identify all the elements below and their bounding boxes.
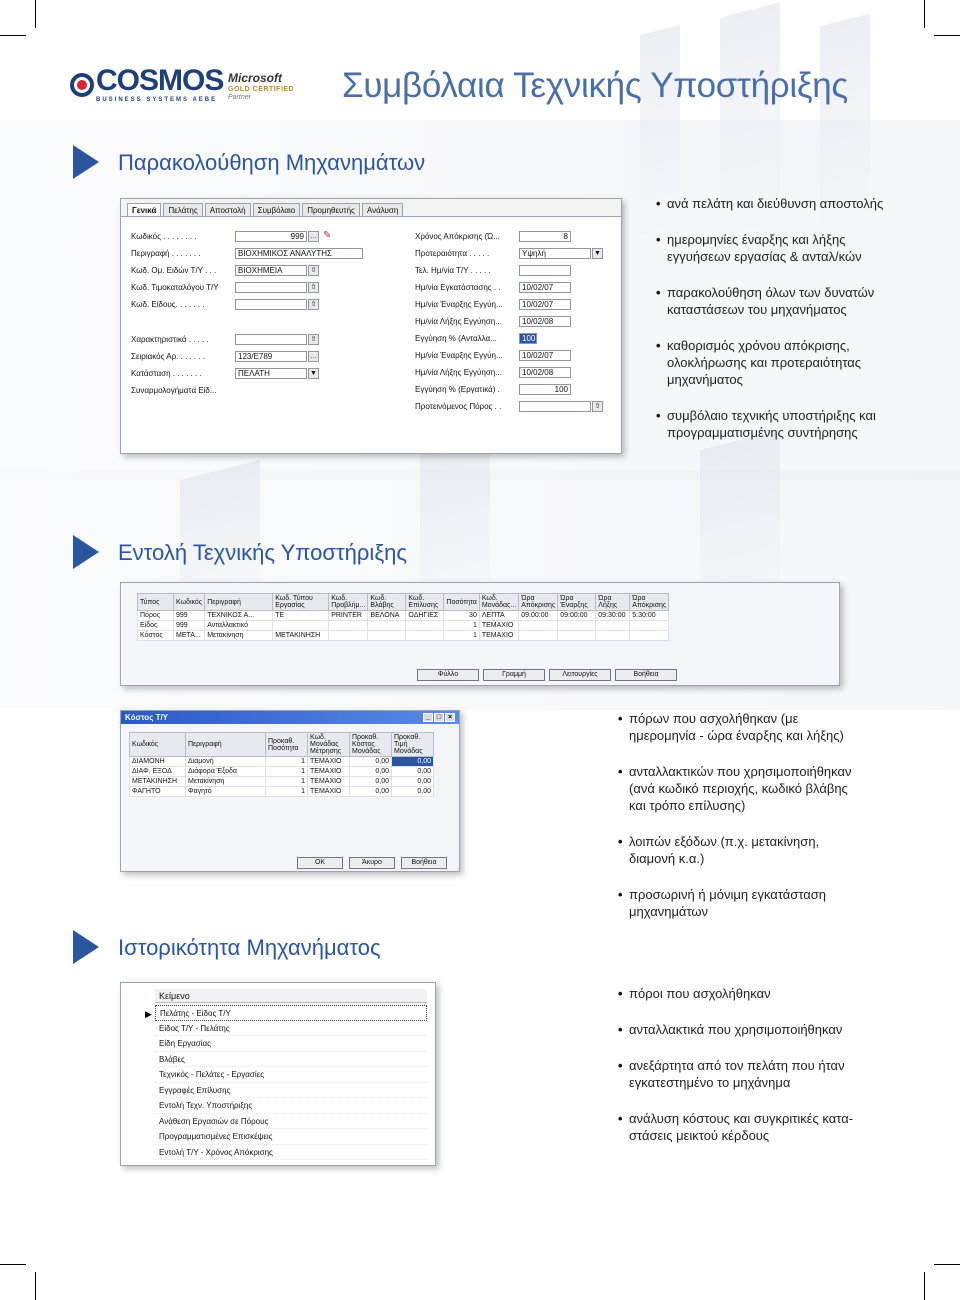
cost-window	[120, 710, 460, 872]
table-cell	[406, 631, 444, 641]
cosmos-logo-text: COSMOS	[96, 64, 224, 97]
table-cell	[558, 631, 596, 641]
response-time-field[interactable]: 8	[519, 231, 571, 242]
field-label: Ημ/νία Εγκατάστασης . .	[415, 282, 501, 292]
form-row-priority	[415, 247, 603, 259]
cost-window-title: Κόστος Τ/Υ	[125, 713, 169, 722]
section2-bullets	[618, 710, 868, 920]
table-cell: ΤΕΜΑΧΙΟ	[308, 787, 350, 797]
table-cell: ΤΕΜΑΧΙΟ	[308, 757, 350, 767]
tab-customer[interactable]: Πελάτης	[163, 203, 202, 216]
bullet-item: • συμβόλαιο τεχνικής υποστήριξης και προγραμματισμένης συντήρησης	[656, 407, 886, 441]
bullet-item: • λοιπών εξόδων (π.χ. μετακίνηση, διαμονή κ.α.)	[618, 833, 868, 867]
table-cell: ΒΕΛΟΝΑ	[368, 611, 406, 621]
tab-vendor[interactable]: Προμηθευτής	[302, 203, 360, 216]
minimize-icon[interactable]: _	[423, 713, 433, 722]
help-button[interactable]: Βοήθεια	[615, 669, 677, 681]
column-header[interactable]: Κωδ. Μονάδας...	[479, 594, 518, 611]
form-tabs	[121, 199, 621, 217]
table-cell: 0,00	[350, 777, 392, 787]
field-label: Προτεινόμενος Πόρος . .	[415, 401, 502, 411]
form-row-last-service-date	[415, 264, 571, 276]
table-cell: 09:00:00	[558, 611, 596, 621]
table-cell: ΔΙΑΦ. ΕΞΟΔ	[130, 767, 186, 777]
form-row-serial	[131, 350, 319, 362]
field-label: Περιγραφή . . . . . . .	[131, 248, 201, 258]
table-cell: 1	[266, 757, 308, 767]
window-controls	[423, 713, 455, 722]
table-cell: 0,00	[392, 777, 434, 787]
install-date-field[interactable]: 10/02/07	[519, 282, 571, 293]
table-cell: 0,00	[350, 757, 392, 767]
column-header[interactable]: Κωδ. Προβλήμ...	[329, 594, 368, 611]
column-header[interactable]: Ώρα Απόκρισης	[519, 594, 558, 611]
list-header	[155, 989, 427, 1003]
tab-analysis[interactable]: Ανάλυση	[362, 203, 403, 216]
table-cell: 0,00	[392, 767, 434, 777]
table-row[interactable]	[138, 631, 669, 641]
table-cell: 0,00	[392, 787, 434, 797]
field-label: Χαρακτηριστικά . . . . .	[131, 334, 209, 344]
machine-form-window	[120, 198, 622, 454]
serial-number-field[interactable]: 123/Ε789	[235, 351, 307, 362]
form-row-response-time	[415, 230, 571, 242]
table-cell	[329, 621, 368, 631]
form-row-pricelist	[131, 281, 319, 293]
field-label: Τελ. Ημ/νία Τ/Υ . . . . .	[415, 265, 491, 275]
crop-mark	[934, 35, 960, 36]
column-header[interactable]: Κωδικός	[174, 594, 205, 611]
line-button[interactable]: Γραμμή	[483, 669, 545, 681]
warranty-start-field[interactable]: 10/02/07	[519, 299, 571, 310]
table-cell: PRINTER	[329, 611, 368, 621]
lookup-icon[interactable]: …	[310, 352, 317, 360]
characteristics-field[interactable]	[235, 334, 307, 345]
field-label: Συναρμολογήματα Είδ...	[131, 385, 217, 395]
warranty-parts-field[interactable]: 100	[519, 333, 537, 344]
table-row[interactable]	[130, 777, 434, 787]
table-cell	[596, 621, 630, 631]
table-row[interactable]	[138, 621, 669, 631]
section1-bullets	[656, 195, 886, 441]
warranty-labor-field[interactable]: 100	[519, 384, 571, 395]
microsoft-partner-logo	[228, 72, 294, 101]
sheet-button[interactable]: Φύλλο	[417, 669, 479, 681]
column-header[interactable]: Περιγραφή	[205, 594, 273, 611]
form-row-code	[131, 230, 335, 242]
table-cell: ΜΕΤΑΚΙΝΗΣΗ	[130, 777, 186, 787]
table-cell: ΜΕΤΑ...	[174, 631, 205, 641]
table-row[interactable]	[130, 757, 434, 767]
bullet-item: • ανταλλακτικά που χρησιμοποιήθηκαν	[618, 1021, 868, 1038]
bullet-item: • ανεξάρτητα από τον πελάτη που ήταν εγκατεστημένο το μηχάνημα	[618, 1057, 868, 1091]
suggested-resource-field[interactable]	[519, 401, 591, 412]
form-row-item-group	[131, 264, 319, 276]
form-row-warranty-parts	[415, 332, 537, 344]
table-cell: 30	[444, 611, 479, 621]
section-title: Ιστορικότητα Μηχανήματος	[118, 935, 381, 960]
form-row-description	[131, 247, 363, 259]
table-cell	[406, 621, 444, 631]
field-label: Σειριακός Αρ. . . . . . .	[131, 351, 206, 361]
section-arrow-icon	[73, 535, 99, 569]
dropdown-icon[interactable]: ⇧	[308, 334, 319, 345]
field-label: Ημ/νία Λήξης Εγγύηση...	[415, 316, 502, 326]
close-icon[interactable]: ×	[445, 713, 455, 722]
tab-shipping[interactable]: Αποστολή	[205, 203, 251, 216]
table-cell: Κόστος	[138, 631, 174, 641]
list-item[interactable]: Προγραμματισμένες Επισκέψεις	[155, 1129, 427, 1145]
table-cell: ΟΔΗΓΙΕΣ	[406, 611, 444, 621]
column-header[interactable]: Προκαθ. Τιμή Μονάδας	[392, 733, 434, 757]
field-label: Προτεραιότητα . . . . .	[415, 248, 490, 258]
dropdown-icon[interactable]: ⇧	[592, 401, 603, 412]
table-cell: 0,00	[350, 787, 392, 797]
table-cell: 999	[174, 621, 205, 631]
column-header[interactable]: Προκαθ. Κόστος Μονάδας	[350, 733, 392, 757]
table-cell: 999	[174, 611, 205, 621]
form-row-assemblies	[131, 384, 235, 396]
bullet-item: • πόροι που ασχολήθηκαν	[618, 985, 868, 1002]
table-cell: 0,00	[350, 767, 392, 777]
last-service-date-field[interactable]	[519, 265, 571, 276]
table-cell: 1	[444, 621, 479, 631]
table-cell	[519, 631, 558, 641]
table-cell: ΤΕΜΑΧΙΟ	[479, 621, 518, 631]
column-header[interactable]: Ώρα Απόκρισης	[630, 594, 669, 611]
crop-mark	[35, 0, 36, 28]
form-row-warranty-start	[415, 298, 571, 310]
cost-window-titlebar[interactable]	[121, 711, 459, 724]
bullet-item: • ανάλυση κόστους και συγκριτικές κατα-στάσεις μεικτού κέρδους	[618, 1110, 868, 1144]
service-order-table	[137, 593, 669, 641]
list-item[interactable]: Εγγραφές Επίλυσης	[155, 1083, 427, 1099]
form-row-item-code	[131, 298, 319, 310]
table-cell: 5:30:00	[630, 611, 669, 621]
table-cell: 1	[266, 777, 308, 787]
form-row-warranty-labor	[415, 383, 571, 395]
table-cell: 09:30:00	[596, 611, 630, 621]
labor-warranty-start-field[interactable]: 10/02/07	[519, 350, 571, 361]
functions-button[interactable]: Λειτουργίες	[549, 669, 611, 681]
field-label: Ημ/νία Λήξης Εγγύηση...	[415, 367, 502, 377]
cosmos-logo-mark	[70, 71, 94, 99]
history-list	[155, 1005, 427, 1160]
chevron-down-icon[interactable]: ▼	[592, 248, 603, 259]
table-header-row	[130, 733, 434, 757]
column-header[interactable]: Περιγραφή	[186, 733, 266, 757]
item-group-field[interactable]: ΒΙΟΧΗΜΕΙΑ	[235, 265, 307, 276]
table-cell: ΔΙΑΜΟΝΗ	[130, 757, 186, 767]
field-label: Κωδ. Είδους. . . . . . .	[131, 299, 205, 309]
ok-button[interactable]: OK	[297, 857, 343, 869]
dropdown-icon[interactable]: ⇧	[308, 282, 319, 293]
table-cell	[630, 631, 669, 641]
help-button[interactable]: Βοήθεια	[401, 857, 447, 869]
table-cell: ΦΑΓΗΤΟ	[130, 787, 186, 797]
dropdown-icon[interactable]: ⇧	[308, 265, 319, 276]
list-item[interactable]: Είδη Εργασίας	[155, 1036, 427, 1052]
microsoft-logo-text: Microsoft	[228, 71, 282, 85]
table-cell	[273, 621, 329, 631]
table-cell: Διάφορα Έξοδα	[186, 767, 266, 777]
chevron-down-icon[interactable]: ▼	[308, 368, 319, 379]
table-cell: ΤΕΜΑΧΙΟ	[479, 631, 518, 641]
table-cell	[329, 631, 368, 641]
form-body	[121, 217, 621, 454]
form-row-install-date	[415, 281, 571, 293]
labor-warranty-end-field[interactable]: 10/02/08	[519, 367, 571, 378]
edit-pencil-icon[interactable]: ✎	[323, 230, 332, 241]
field-label: Εγγύηση % (Ανταλλα...	[415, 333, 497, 343]
section3-bullets	[618, 985, 868, 1144]
table-cell	[368, 621, 406, 631]
list-header-label: Κείμενο	[159, 991, 190, 1001]
list-item[interactable]: Εντολή Τ/Υ - Χρόνος Απόκρισης	[155, 1145, 427, 1161]
table-cell: ΤΕΜΑΧΙΟ	[308, 777, 350, 787]
warranty-end-field[interactable]: 10/02/08	[519, 316, 571, 327]
column-header[interactable]: Προκαθ. Ποσότητα	[266, 733, 308, 757]
dropdown-icon[interactable]: ⇧	[308, 299, 319, 310]
form-row-characteristics	[131, 333, 319, 345]
bullet-item: • καθορισμός χρόνου απόκρισης, ολοκλήρωσης και προτεραιότητας μηχανήματος	[656, 337, 886, 388]
column-header[interactable]: Ώρα Έναρξης	[558, 594, 596, 611]
form-row-labor-warranty-start	[415, 349, 571, 361]
section-arrow-icon	[73, 930, 99, 964]
item-code-field[interactable]	[235, 299, 307, 310]
cosmos-logo	[70, 66, 223, 103]
field-label: Εγγύηση % (Εργατικά) .	[415, 384, 500, 394]
crop-mark	[934, 1264, 960, 1265]
form-row-labor-warranty-end	[415, 366, 571, 378]
tab-general[interactable]: Γενικά	[127, 203, 161, 216]
list-item[interactable]: Τεχνικός - Πελάτες - Εργασίες	[155, 1067, 427, 1083]
column-header[interactable]: Κωδ. Επίλυσης	[406, 594, 444, 611]
table-cell: Ανταλλακτικό	[205, 621, 273, 631]
status-select[interactable]: ΠΕΛΑΤΗ	[235, 368, 307, 379]
form-row-suggested-resource	[415, 400, 603, 412]
field-label: Κατάσταση . . . . . . .	[131, 368, 202, 378]
section-arrow-icon	[73, 145, 99, 179]
field-label: Ημ/νία Έναρξης Εγγύη...	[415, 350, 503, 360]
cost-table	[129, 732, 434, 797]
service-order-window	[120, 582, 840, 686]
crop-mark	[0, 1264, 26, 1265]
cancel-button[interactable]: Άκυρο	[349, 857, 395, 869]
list-item[interactable]: Πελάτης - Είδος Τ/Υ	[155, 1005, 427, 1021]
column-header[interactable]: Κωδ. Μονάδας Μέτρησης	[308, 733, 350, 757]
section-title: Παρακολούθηση Μηχανημάτων	[118, 150, 426, 175]
bullet-item: • ημερομηνίες έναρξης και λήξης εγγυήσεων εργασίας & ανταλ/κών	[656, 231, 886, 265]
gold-certified-text: GOLD CERTIFIED	[228, 86, 295, 93]
field-label: Ημ/νία Έναρξης Εγγύη...	[415, 299, 503, 309]
form-row-status	[131, 367, 319, 379]
tab-contract[interactable]: Συμβόλαιο	[253, 203, 301, 216]
table-cell: Μετακίνηση	[186, 777, 266, 787]
table-header-row	[138, 594, 669, 611]
table-cell	[630, 621, 669, 631]
table-cell: 0,00	[392, 757, 434, 767]
table-cell: 09:00:00	[519, 611, 558, 621]
section-title: Εντολή Τεχνικής Υποστήριξης	[118, 540, 408, 565]
table-cell	[596, 631, 630, 641]
table-cell: ΜΕΤΑΚΙΝΗΣΗ	[273, 631, 329, 641]
table-cell: Πόρος	[138, 611, 174, 621]
list-item[interactable]: Εντολή Τεχν. Υποστήριξης	[155, 1098, 427, 1114]
field-label: Κωδ. Τιμοκαταλόγου Τ/Υ	[131, 282, 219, 292]
column-header[interactable]: Ώρα Λήξης	[596, 594, 630, 611]
table-cell: 1	[266, 787, 308, 797]
table-cell	[558, 621, 596, 631]
table-cell	[519, 621, 558, 631]
table-cell	[368, 631, 406, 641]
page-title: Συμβόλαια Τεχνικής Υποστήριξης	[342, 66, 848, 105]
priority-select[interactable]: Υψηλή	[519, 248, 591, 259]
table-row[interactable]	[130, 787, 434, 797]
history-list-window	[120, 982, 436, 1166]
crop-mark	[35, 1272, 36, 1300]
table-cell: Μετακίνηση	[205, 631, 273, 641]
table-cell: Φαγητό	[186, 787, 266, 797]
column-header[interactable]: Ποσότητα	[444, 594, 479, 611]
table-cell: ΤΕΜΑΧΙΟ	[308, 767, 350, 777]
row-marker-icon: ▶	[145, 1009, 152, 1019]
table-cell: 1	[266, 767, 308, 777]
bullet-item: • ανταλλακτικών που χρησιμοποιήθηκαν (ανά κωδικό περιοχής, κωδικό βλάβης και τρόπο επίλυσης)	[618, 763, 868, 814]
pricelist-field[interactable]	[235, 282, 307, 293]
bullet-item: • πόρων που ασχολήθηκαν (με ημερομηνία - ώρα έναρξης και λήξης)	[618, 710, 868, 744]
table-cell: 1	[444, 631, 479, 641]
field-label: Χρόνος Απόκρισης (Ώ...	[415, 231, 500, 241]
bullet-item: • ανά πελάτη και διεύθυνση αποστολής	[656, 195, 886, 212]
table-row[interactable]	[138, 611, 669, 621]
table-row[interactable]	[130, 767, 434, 777]
crop-mark	[0, 35, 26, 36]
column-header[interactable]: Κωδ. Βλάβης	[368, 594, 406, 611]
code-field[interactable]: 999	[235, 231, 307, 242]
table-cell: ΤΕ	[273, 611, 329, 621]
field-label: Κωδ. Ομ. Ειδών Τ/Υ . . .	[131, 265, 217, 275]
column-header[interactable]: Τύπος	[138, 594, 174, 611]
crop-mark	[924, 1272, 925, 1300]
table-cell: ΤΕΧΝΙΚΟΣ Α...	[205, 611, 273, 621]
maximize-icon[interactable]: □	[434, 713, 444, 722]
column-header[interactable]: Κωδ. Τύπου Εργασίας	[273, 594, 329, 611]
cosmos-logo-subtext: BUSINESS SYSTEMS AEBE	[96, 97, 218, 103]
crop-mark	[924, 0, 925, 28]
column-header[interactable]: Κωδικός	[130, 733, 186, 757]
list-item[interactable]: Βλάβες	[155, 1052, 427, 1068]
table-cell: ΛΕΠΤΑ	[479, 611, 518, 621]
table-cell: Είδος	[138, 621, 174, 631]
list-item[interactable]: Ανάθεση Εργασιών σε Πόρους	[155, 1114, 427, 1130]
form-row-warranty-end	[415, 315, 571, 327]
bullet-item: • προσωρινή ή μόνιμη εγκατάσταση μηχανημάτων	[618, 886, 868, 920]
description-field[interactable]: ΒΙΟΧΗΜΙΚΟΣ ΑΝΑΛΥΤΗΣ	[235, 248, 363, 259]
list-item[interactable]: Είδος Τ/Υ - Πελάτης	[155, 1021, 427, 1037]
lookup-icon[interactable]: …	[310, 232, 317, 240]
partner-text: Partner	[228, 94, 251, 101]
bullet-item: • παρακολούθηση όλων των δυνατών καταστάσεων του μηχανήματος	[656, 284, 886, 318]
field-label: Κωδικός . . . . . . . .	[131, 231, 197, 241]
table-cell: Διαμονή	[186, 757, 266, 767]
